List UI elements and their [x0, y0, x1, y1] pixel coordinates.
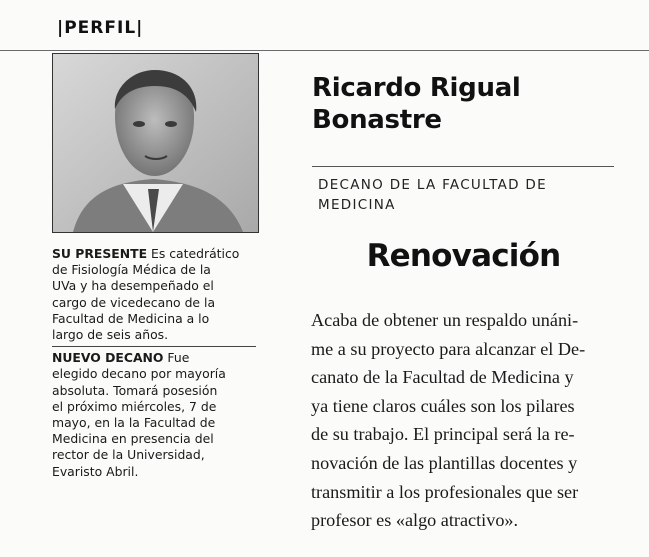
body-line: ya tiene claros cuáles son los pilares — [311, 395, 575, 416]
person-name-line: Bonastre — [312, 105, 442, 135]
sidebar-text: Medicina en presencia del — [52, 431, 214, 447]
sidebar-text: de Fisiología Médica de la — [52, 262, 211, 278]
body-line: profesor es «algo atractivo». — [311, 510, 519, 531]
portrait-photo — [52, 53, 259, 233]
body-line: de su trabajo. El principal será la re- — [311, 424, 575, 445]
section-label: PERFIL — [64, 18, 137, 38]
sidebar-lead: SU PRESENTE — [52, 246, 148, 261]
body-line: transmitir a los profesionales que ser — [311, 481, 579, 502]
top-rule — [0, 50, 649, 51]
person-name — [312, 72, 632, 136]
position-line: DECANO DE LA FACULTAD DE — [318, 177, 547, 193]
article-body — [311, 306, 617, 535]
person-name-line: Ricardo Rigual — [312, 73, 521, 103]
sidebar-text: cargo de vicedecano de la — [52, 294, 216, 310]
name-divider — [312, 166, 614, 167]
body-line: novación de las plantillas docentes y — [311, 452, 578, 473]
sidebar-divider — [52, 346, 256, 347]
sidebar-text: absoluta. Tomará posesión — [52, 382, 218, 398]
sidebar-text: el próximo miércoles, 7 de — [52, 398, 217, 414]
sidebar-block-dean — [52, 350, 262, 480]
portrait-icon — [53, 54, 258, 232]
sidebar-text: elegido decano por mayoría — [52, 366, 226, 382]
sidebar-text: Es catedrático — [147, 246, 240, 261]
body-line: me a su proyecto para alcanzar el De- — [311, 338, 586, 359]
sidebar-text: Fue — [163, 350, 190, 366]
sidebar-text: UVa y ha desempeñado el — [52, 278, 214, 294]
sidebar-block-present — [52, 246, 262, 343]
sidebar-text: Facultad de Medicina a lo — [52, 310, 210, 326]
sidebar-text: Evaristo Abril. — [52, 463, 139, 479]
person-position — [318, 175, 618, 215]
sidebar-text: rector de la Universidad, — [52, 447, 205, 463]
sidebar-text: largo de seis años. — [52, 327, 169, 343]
body-line: Acaba de obtener un respaldo unáni- — [311, 310, 579, 330]
position-line: MEDICINA — [318, 197, 396, 213]
sidebar-text: mayo, en la la Facultad de — [52, 415, 216, 431]
sidebar-lead: NUEVO DECANO — [52, 350, 164, 366]
headline: Renovación — [366, 238, 561, 274]
body-line: canato de la Facultad de Medicina y — [311, 367, 574, 388]
section-tag: |PERFIL| — [57, 18, 144, 38]
sidebar — [52, 246, 262, 480]
